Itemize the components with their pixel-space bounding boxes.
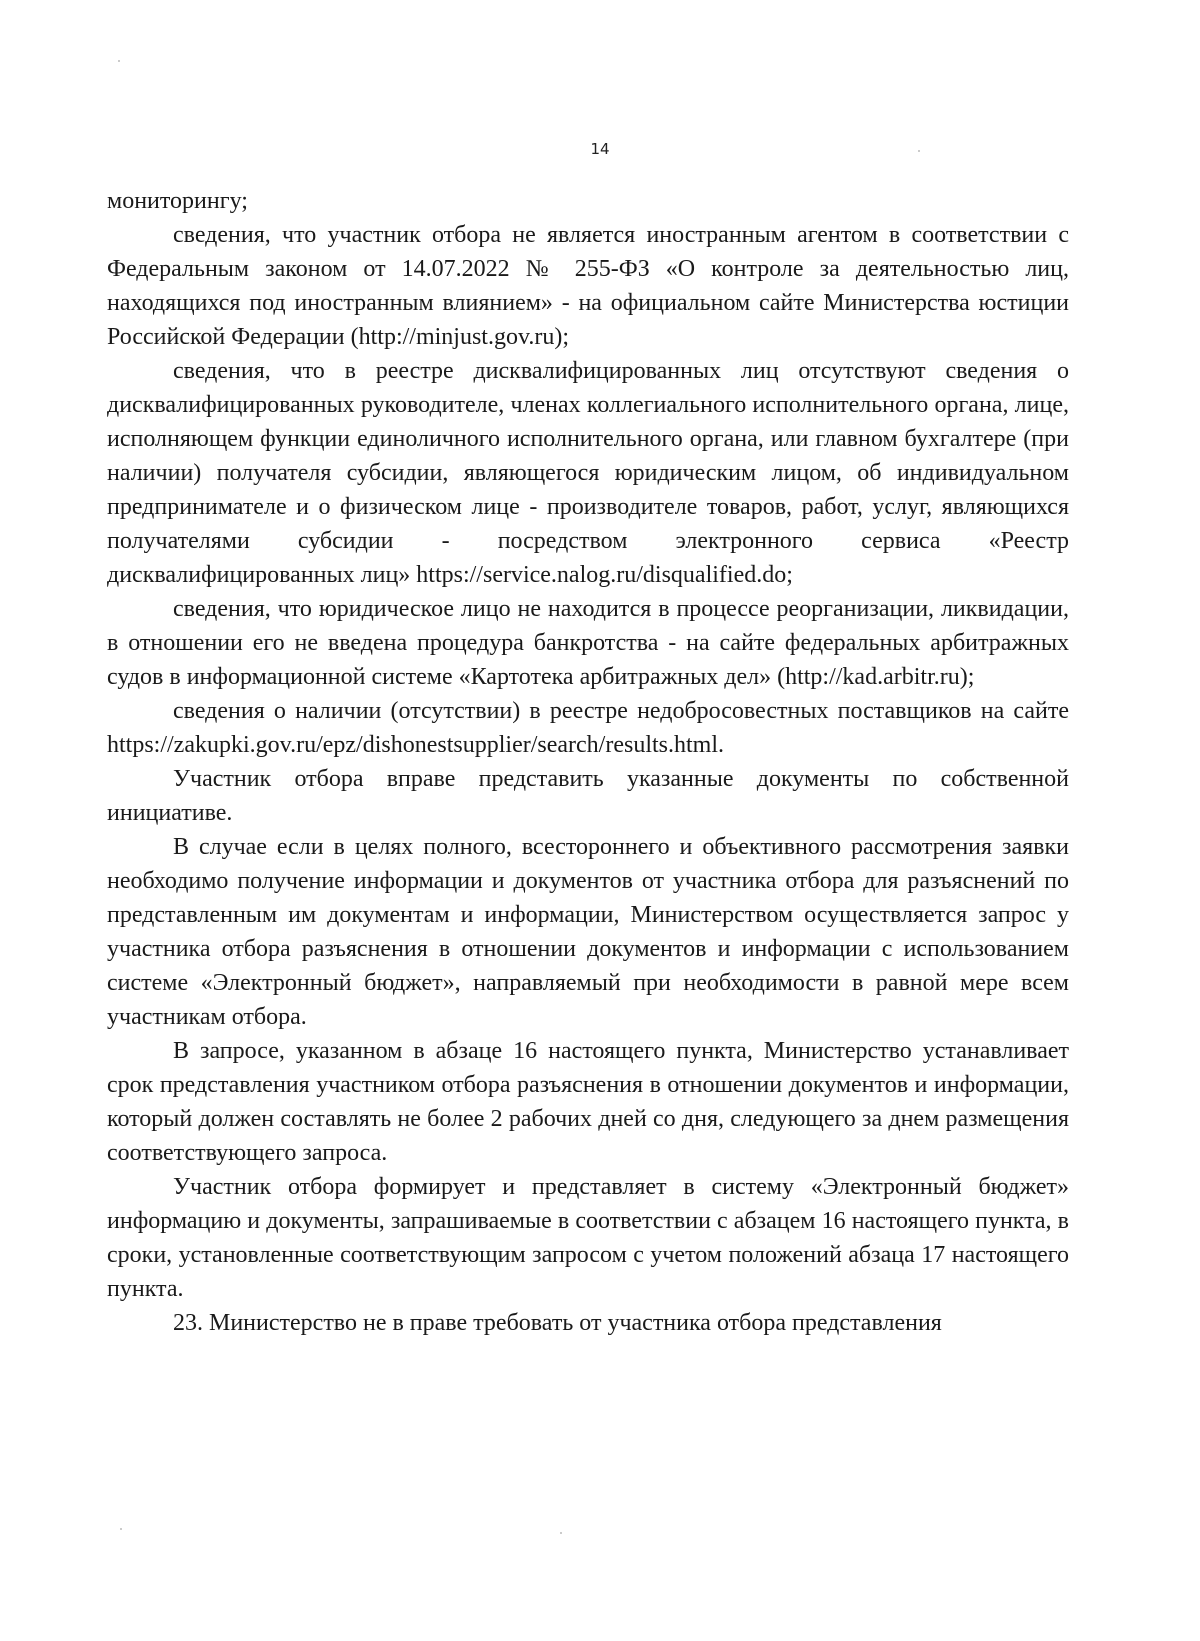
scan-speck xyxy=(120,1528,122,1530)
paragraph-own-initiative: Участник отбора вправе представить указанные документы по собственной инициативе. xyxy=(107,766,1069,826)
paragraph-participant-submission: Участник отбора формирует и представляет в систему «Электронный бюджет» информацию и документы, запрашиваемые в соответствии с абзацем 16 настоящего пункта, в сроки, установленные соответствующим запросом с учетом положений абзаца 17 настоящего пункта. xyxy=(107,1174,1069,1302)
paragraph-request-deadline: В запросе, указанном в абзаце 16 настоящего пункта, Министерство устанавливает срок представления участником отбора разъяснения в отношении документов и информации, который должен составлять не более 2 рабочих дней со дня, следующего за днем размещения соответствующего запроса. xyxy=(107,1038,1069,1166)
paragraph-continuation: мониторингу; xyxy=(107,188,248,214)
paragraph-foreign-agent-info: сведения, что участник отбора не является иностранным агентом в соответствии с Федеральным законом от 14.07.2022 № 255-ФЗ «О контроле за деятельностью лиц, находящихся под иностранным влиянием» - на официальном сайте Министерства юстиции Российской Федерации (http://minjust.gov.ru); xyxy=(107,222,1069,350)
paragraph-reorganization-info: сведения, что юридическое лицо не находится в процессе реорганизации, ликвидации, в отношении его не введена процедура банкротства - на сайте федеральных арбитражных судов в информационной системе «Картотека арбитражных дел» (http://kad.arbitr.ru); xyxy=(107,596,1069,690)
document-body xyxy=(107,184,1069,1340)
scan-speck xyxy=(560,1532,562,1534)
scan-speck xyxy=(118,60,120,62)
paragraph-disqualified-registry-info: сведения, что в реестре дисквалифицированных лиц отсутствуют сведения о дисквалифицированных руководителе, членах коллегиального исполнительного органа, лице, исполняющем функции единоличного исполнительного органа, или главном бухгалтере (при наличии) получателя субсидии, являющегося юридическим лицом, об индивидуальном предпринимателе и о физическом лице - производителе товаров, работ, услуг, являющихся получателями субсидии - посредством электронного сервиса «Реестр дисквалифицированных лиц» https://service.nalog.ru/disqualified.do; xyxy=(107,358,1069,588)
paragraph-item-23: 23. Министерство не в праве требовать от участника отбора представления xyxy=(173,1310,942,1336)
page-number: 14 xyxy=(590,140,610,158)
paragraph-dishonest-suppliers-info: сведения о наличии (отсутствии) в реестре недобросовестных поставщиков на сайте https://zakupki.gov.ru/epz/dishonestsupplier/search/results.html. xyxy=(107,698,1069,758)
paragraph-clarification-request: В случае если в целях полного, всестороннего и объективного рассмотрения заявки необходимо получение информации и документов от участника отбора для разъяснений по представленным им документам и информации, Министерством осуществляется запрос у участника отбора разъяснения в отношении документов и информации с использованием системе «Электронный бюджет», направляемый при необходимости в равной мере всем участникам отбора. xyxy=(107,834,1069,1030)
